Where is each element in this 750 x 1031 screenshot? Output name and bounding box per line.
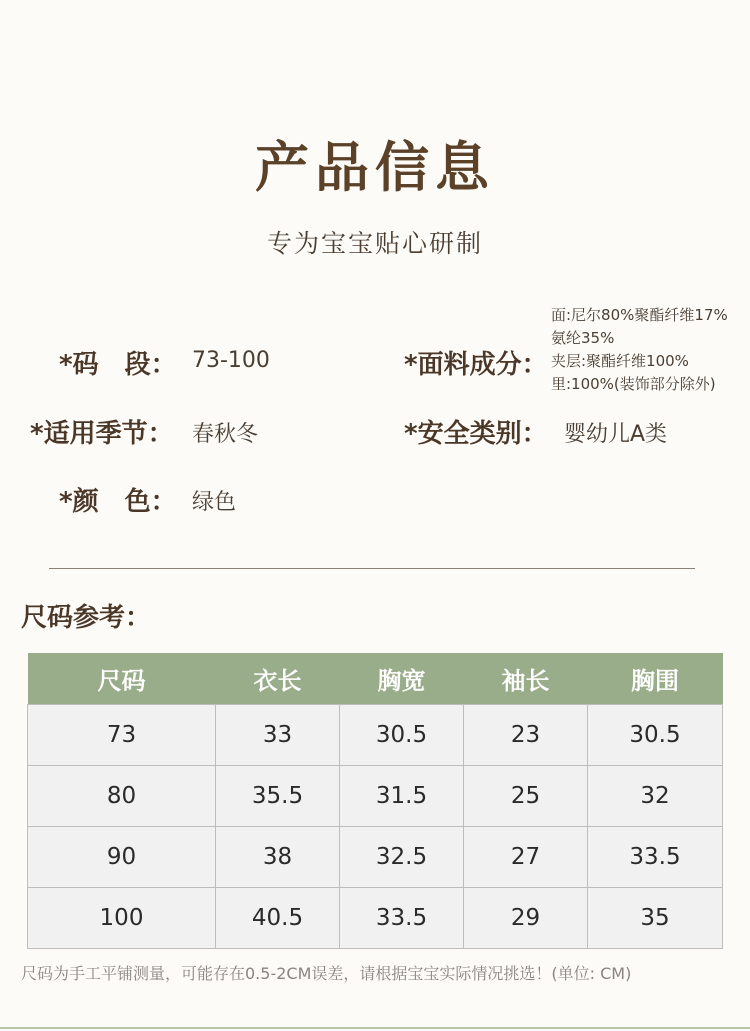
safety-value: 婴幼儿A类 [564, 422, 668, 447]
fabric-label: *面料成分： [404, 350, 548, 380]
header-cell-chest-width: 胸宽 [340, 653, 464, 705]
fabric-line: 氨纶35% [551, 329, 615, 347]
table-cell: 35.5 [216, 766, 340, 827]
season-label: *适用季节： [30, 419, 174, 449]
table-cell: 33.5 [340, 888, 464, 949]
table-cell: 32 [588, 766, 723, 827]
table-cell: 30.5 [588, 705, 723, 766]
table-cell: 35 [588, 888, 723, 949]
table-cell: 23 [464, 705, 588, 766]
size-chart-title: 尺码参考： [21, 603, 152, 633]
size-chart-table [27, 653, 723, 949]
safety-label: *安全类别： [404, 419, 548, 449]
table-cell: 29 [464, 888, 588, 949]
fabric-line: 夹层:聚酯纤维100% [551, 352, 689, 370]
section-divider [49, 568, 695, 569]
table-cell: 40.5 [216, 888, 340, 949]
size-range-label: *码 段： [59, 350, 177, 380]
season-value: 春秋冬 [192, 422, 259, 447]
table-cell: 73 [28, 705, 216, 766]
table-cell: 38 [216, 827, 340, 888]
table-row [28, 705, 723, 766]
table-cell: 33 [216, 705, 340, 766]
header-cell-sleeve: 袖长 [464, 653, 588, 705]
bottom-divider [0, 1027, 750, 1029]
table-cell: 100 [28, 888, 216, 949]
table-row [28, 827, 723, 888]
color-value: 绿色 [192, 490, 237, 515]
measurement-note: 尺码为手工平铺测量，可能存在0.5-2CM误差，请根据宝宝实际情况挑选！(单位: CM) [21, 964, 632, 983]
table-cell: 80 [28, 766, 216, 827]
header-cell-size: 尺码 [28, 653, 216, 705]
table-cell: 27 [464, 827, 588, 888]
table-cell: 90 [28, 827, 216, 888]
header-cell-chest-circ: 胸围 [588, 653, 723, 705]
table-row [28, 888, 723, 949]
page-title: 产品信息 [255, 135, 495, 199]
page-subtitle: 专为宝宝贴心研制 [266, 229, 483, 258]
table-cell: 31.5 [340, 766, 464, 827]
fabric-line: 里:100%(装饰部分除外) [551, 375, 716, 393]
color-label: *颜 色： [59, 487, 177, 517]
table-header-row [28, 653, 723, 705]
table-cell: 32.5 [340, 827, 464, 888]
fabric-line: 面:尼尔80%聚酯纤维17% [551, 306, 728, 324]
table-cell: 33.5 [588, 827, 723, 888]
table-row [28, 766, 723, 827]
fabric-composition [551, 304, 728, 396]
table-cell: 30.5 [340, 705, 464, 766]
size-range-value: 73-100 [192, 348, 270, 373]
table-cell: 25 [464, 766, 588, 827]
header-cell-length: 衣长 [216, 653, 340, 705]
